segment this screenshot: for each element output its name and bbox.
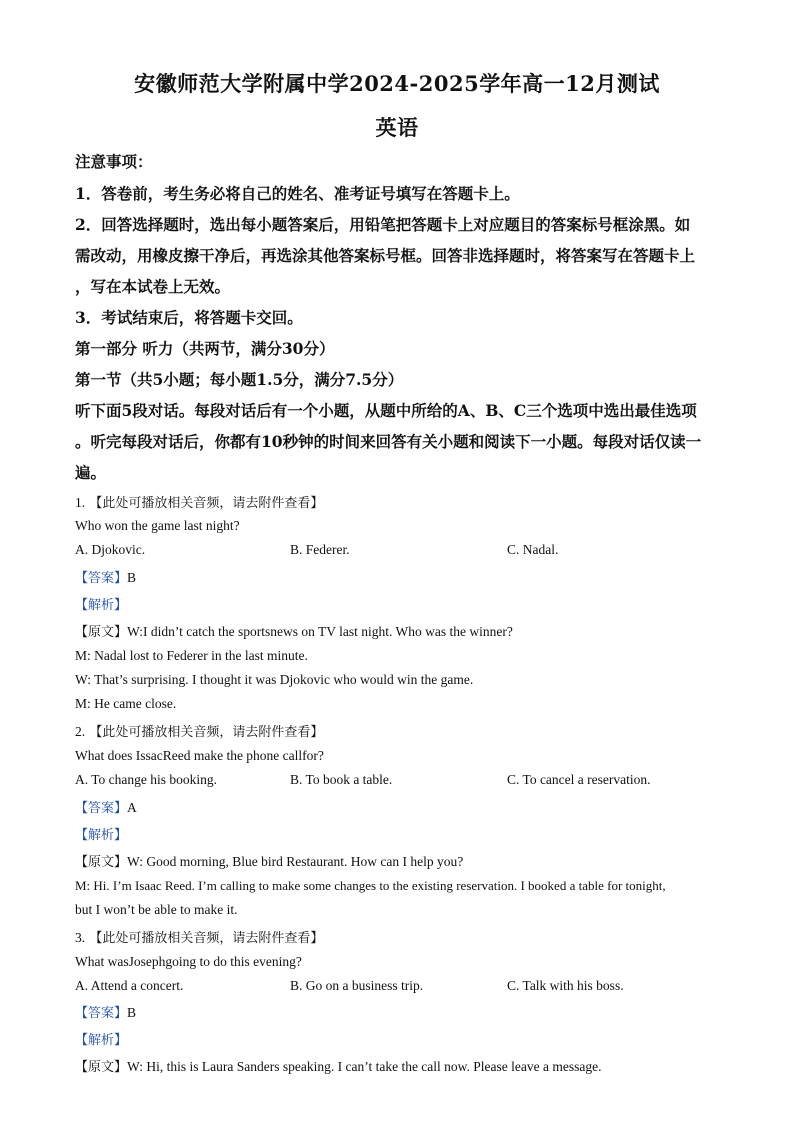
- analysis-line: [75, 824, 127, 843]
- question-audio-line: 2. 【此处可播放相关音频，请去附件查看】: [75, 724, 324, 740]
- answer-line: [75, 797, 137, 816]
- option-c: C. Nadal.: [507, 542, 559, 557]
- analysis-label: 【解析】: [75, 1033, 128, 1048]
- transcript-line: M: He came close.: [75, 696, 177, 711]
- exam-title: 安徽师范大学附属中学2024-2025学年高一12月测试: [134, 71, 660, 96]
- transcript-line: 【原文】W:I didn’t catch the sportsnews on TV last night. Who was the winner?: [75, 624, 513, 640]
- question-audio-line: 3. 【此处可播放相关音频，请去附件查看】: [75, 930, 324, 946]
- option-c: C. Talk with his boss.: [507, 978, 624, 993]
- notice-item: ，写在本试卷上无效。: [75, 277, 231, 296]
- option-c: C. To cancel a reservation.: [507, 772, 651, 787]
- notice-item: 1．答卷前，考生务必将自己的姓名、准考证号填写在答题卡上。: [75, 184, 520, 203]
- answer-label: 【答案】: [75, 571, 128, 586]
- question-text: Who won the game last night?: [75, 518, 240, 533]
- answer-label: 【答案】: [75, 801, 128, 816]
- notice-item: 3．考试结束后，将答题卡交回。: [75, 308, 303, 327]
- answer-value: B: [127, 1005, 137, 1020]
- option-a: A. To change his booking.: [75, 772, 218, 787]
- transcript-label: 【原文】: [75, 855, 128, 870]
- part-title: 第一部分 听力（共两节，满分30分）: [75, 339, 335, 358]
- analysis-label: 【解析】: [75, 828, 128, 843]
- instruction-line: 听下面5段对话。每段对话后有一个小题，从题中所给的A、B、C三个选项中选出最佳选项: [75, 401, 697, 420]
- transcript-line: M: Nadal lost to Federer in the last minute.: [75, 648, 308, 663]
- question-text: What does IssacReed make the phone callfor?: [75, 748, 324, 763]
- option-a: A. Djokovic.: [75, 542, 146, 557]
- transcript-line: 【原文】W: Good morning, Blue bird Restaurant. How can I help you?: [75, 854, 464, 870]
- notice-heading: 注意事项：: [75, 152, 153, 171]
- option-b: B. Federer.: [290, 542, 350, 557]
- audio-note[interactable]: 【此处可播放相关音频，请去附件查看】: [89, 931, 324, 946]
- analysis-line: [75, 1029, 127, 1048]
- question-audio-line: 1. 【此处可播放相关音频，请去附件查看】: [75, 495, 324, 511]
- answer-value: B: [127, 570, 137, 585]
- answer-line: [75, 567, 136, 586]
- audio-note[interactable]: 【此处可播放相关音频，请去附件查看】: [89, 496, 324, 511]
- transcript-line: but I won’t be able to make it.: [75, 902, 238, 917]
- transcript-line: 【原文】W: Hi, this is Laura Sanders speaking. I can’t take the call now. Please leave a message.: [75, 1059, 602, 1075]
- answer-line: [75, 1002, 136, 1021]
- analysis-label: 【解析】: [75, 598, 128, 613]
- analysis-line: [75, 594, 127, 613]
- section-title: 第一节（共5小题；每小题1.5分，满分7.5分）: [75, 370, 404, 389]
- option-a: A. Attend a concert.: [75, 978, 184, 993]
- subject-title: 英语: [375, 115, 419, 140]
- audio-note[interactable]: 【此处可播放相关音频，请去附件查看】: [89, 725, 324, 740]
- question-text: What wasJosephgoing to do this evening?: [75, 954, 302, 969]
- transcript-line: W: That’s surprising. I thought it was Djokovic who would win the game.: [75, 672, 474, 687]
- transcript-line: M: Hi. I’m Isaac Reed. I’m calling to make some changes to the existing reservation. I booked a table for tonight,: [75, 878, 666, 893]
- notice-item: 需改动，用橡皮擦干净后，再选涂其他答案标号框。回答非选择题时，将答案写在答题卡上: [75, 246, 696, 265]
- answer-label: 【答案】: [75, 1006, 128, 1021]
- option-b: B. To book a table.: [290, 772, 393, 787]
- instruction-line: 遍。: [75, 463, 107, 482]
- transcript-label: 【原文】: [75, 625, 128, 640]
- answer-value: A: [127, 800, 137, 815]
- transcript-label: 【原文】: [75, 1060, 128, 1075]
- option-b: B. Go on a business trip.: [290, 978, 424, 993]
- instruction-line: 。听完每段对话后，你都有10秒钟的时间来回答有关小题和阅读下一小题。每段对话仅读一: [75, 432, 702, 451]
- notice-item: 2．回答选择题时，选出每小题答案后，用铅笔把答题卡上对应题目的答案标号框涂黑。如: [75, 215, 691, 234]
